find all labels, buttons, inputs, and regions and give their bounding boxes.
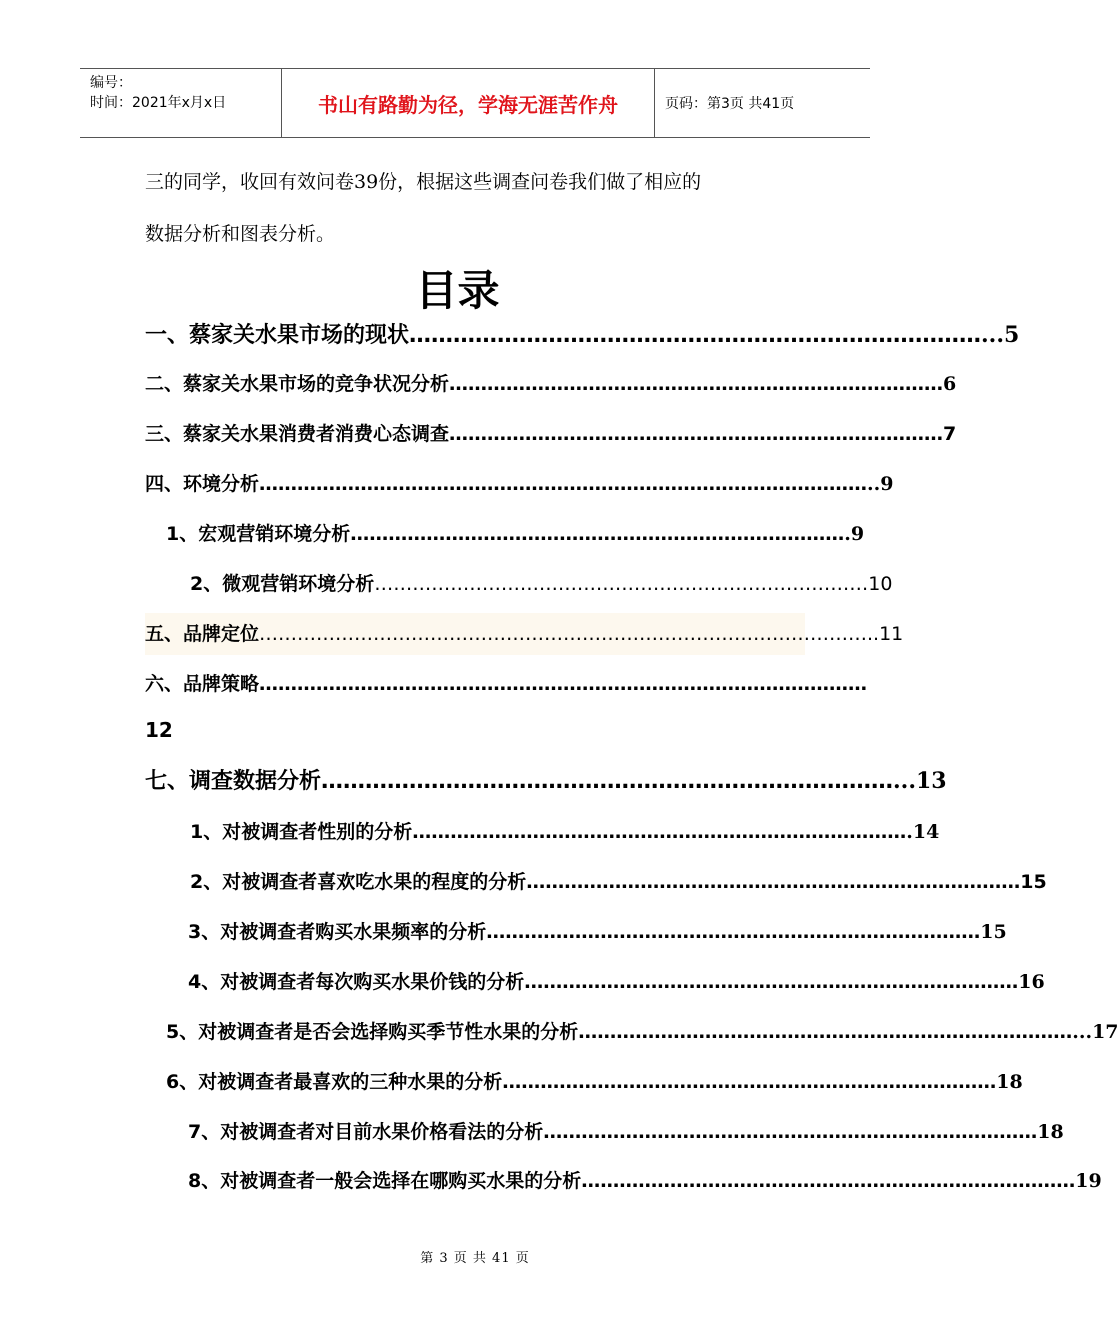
intro-line-1: 三的同学，收回有效问卷39份，根据这些调查问卷我们做了相应的 [145, 171, 702, 193]
toc-item-text: 4、对被调查者每次购买水果价钱的分析 [188, 971, 525, 993]
toc-item-text: 七、调查数据分析 [145, 769, 322, 794]
intro-line-2: 数据分析和图表分析。 [145, 223, 336, 245]
toc-item[interactable] [188, 1118, 1064, 1146]
toc-item-text: 3、对被调查者购买水果频率的分析 [188, 921, 487, 943]
toc-item-page: 10 [868, 573, 893, 595]
toc-item-text: 四、环境分析 [145, 473, 260, 495]
toc-item-page: ...17 [1072, 1021, 1119, 1043]
toc-item-page: ..9 [867, 473, 894, 495]
toc-item-text: 一、蔡家关水果市场的现状 [145, 323, 410, 348]
toc-item-page: ...13 [893, 768, 947, 794]
toc-item-page: 6 [943, 373, 957, 395]
toc-leader: …………………………………………………………………… [321, 769, 894, 794]
toc-leader: …………………………………………………………………… [526, 871, 1021, 893]
toc-item[interactable] [145, 321, 1020, 350]
toc-item[interactable] [166, 520, 865, 548]
header-page-info: 页码：第3页 共41页 [665, 96, 795, 112]
toc-item-page: 18 [1037, 1121, 1064, 1143]
toc-item-text: 1、对被调查者性别的分析 [190, 821, 413, 843]
toc-item-text: 三、蔡家关水果消费者消费心态调查 [145, 423, 450, 445]
toc-item-page: 15 [1020, 871, 1047, 893]
toc-item[interactable] [190, 818, 940, 846]
toc-leader: …………………………………………………………………… [581, 1170, 1076, 1192]
toc-item[interactable] [145, 670, 868, 698]
toc-item-text: 二、蔡家关水果市场的竞争状况分析 [145, 373, 450, 395]
toc-leader: …………………………………………………………………… [350, 523, 845, 545]
toc-leader: …………………………………………………………………… [543, 1121, 1038, 1143]
toc-leader: …………………………………………………………………………………… [259, 673, 868, 695]
toc-item-text: 7、对被调查者对目前水果价格看法的分析 [188, 1121, 544, 1143]
header-motto: 书山有路勤为径，学海无涯苦作舟 [282, 69, 655, 137]
toc-item[interactable] [188, 1167, 1102, 1195]
page-footer: 第 3 页 共 41 页 [420, 1251, 530, 1266]
toc-item[interactable] [166, 1018, 1119, 1046]
toc-item[interactable] [145, 767, 947, 796]
toc-item-page: 19 [1075, 1170, 1102, 1192]
toc-item-text: 5、对被调查者是否会选择购买季节性水果的分析 [166, 1021, 579, 1043]
toc-item[interactable] [188, 968, 1045, 996]
toc-item-text: 2、对被调查者喜欢吃水果的程度的分析 [190, 871, 527, 893]
toc-item-text: 8、对被调查者一般会选择在哪购买水果的分析 [188, 1170, 582, 1192]
toc-item[interactable] [145, 420, 957, 448]
header-meta [80, 69, 282, 137]
toc-leader: …………………………………………………………………… [502, 1071, 997, 1093]
toc-item-text: 6、对被调查者最喜欢的三种水果的分析 [166, 1071, 503, 1093]
toc-item-text: 1、宏观营销环境分析 [166, 523, 351, 545]
page-header [80, 68, 870, 138]
toc-leader: …………………………………………………………………… [449, 373, 944, 395]
toc-item[interactable] [190, 868, 1047, 896]
toc-item-highlighted[interactable] [145, 613, 904, 655]
toc-item-page: .14 [906, 821, 940, 843]
toc-item[interactable] [145, 470, 894, 498]
toc-item-page-wrapped: 12 [145, 718, 173, 742]
toc-item-page: 7 [943, 423, 957, 445]
toc-item-text: 2、微观营销环境分析 [190, 573, 375, 595]
toc-leader: …………………………………………………………………………………… [259, 623, 868, 645]
toc-leader: …………………………………………………………………… [524, 971, 1019, 993]
toc-item[interactable] [145, 370, 957, 398]
toc-item-page: ..11 [867, 623, 904, 645]
toc-leader: …………………………………………………………………… [449, 423, 944, 445]
toc-item-page: 15 [980, 921, 1007, 943]
date-label: 时间：2021年x月x日 [90, 95, 227, 111]
toc-item-page: 16 [1018, 971, 1045, 993]
toc-item-text: 五、品牌定位 [145, 623, 260, 645]
toc-item[interactable] [188, 918, 1007, 946]
toc-item-text: 六、品牌策略 [145, 673, 260, 695]
toc-leader: …………………………………………………………………… [412, 821, 907, 843]
toc-leader: …………………………………………………………………… [578, 1021, 1073, 1043]
toc-item-page: ...5 [981, 322, 1020, 348]
code-label: 编号： [90, 75, 132, 91]
toc-item-page: .9 [844, 523, 865, 545]
toc-leader: …………………………………………………………………………………… [259, 473, 868, 495]
toc-item-page: 18 [996, 1071, 1023, 1093]
toc-item[interactable] [166, 1068, 1023, 1096]
toc-leader: …………………………………………………………………… [409, 323, 982, 348]
toc-title: 目录 [415, 266, 500, 315]
toc-leader: …………………………………………………………………… [486, 921, 981, 943]
toc-leader: …………………………………………………………………… [374, 573, 869, 595]
toc-item[interactable] [190, 570, 893, 598]
